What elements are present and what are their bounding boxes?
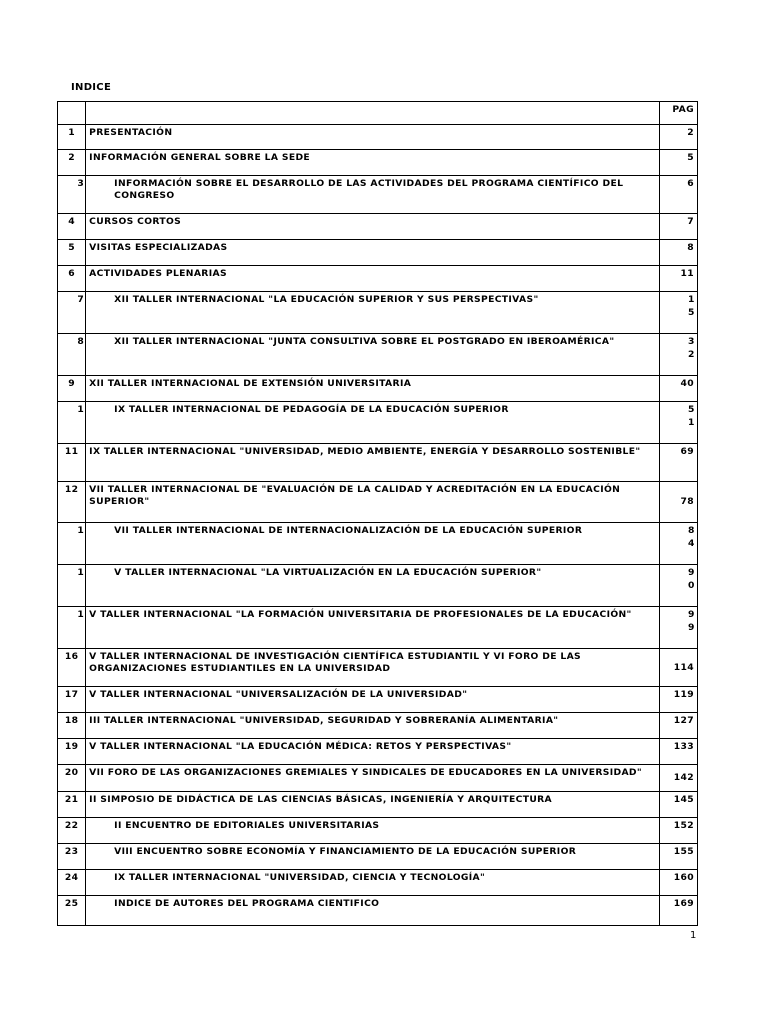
row-title: CURSOS CORTOS (86, 214, 660, 240)
table-row (58, 376, 698, 402)
row-page: 127 (659, 713, 697, 739)
row-title: ACTIVIDADES PLENARIAS (86, 266, 660, 292)
table-row (58, 607, 698, 649)
row-title: IX TALLER INTERNACIONAL "UNIVERSIDAD, MEDIO AMBIENTE, ENERGÍA Y DESARROLLO SOSTENIBLE" (86, 444, 660, 482)
table-row (58, 402, 698, 444)
row-title: XII TALLER INTERNACIONAL "JUNTA CONSULTIVA SOBRE EL POSTGRADO EN IBEROAMÉRICA" (86, 334, 660, 376)
row-page-value: 99 (688, 609, 695, 633)
table-row (58, 765, 698, 792)
row-title: INDICE DE AUTORES DEL PROGRAMA CIENTIFICO (86, 896, 660, 926)
row-number: 11 (58, 444, 86, 482)
row-title: INFORMACIÓN SOBRE EL DESARROLLO DE LAS ACTIVIDADES DEL PROGRAMA CIENTÍFICO DEL CONGRESO (86, 176, 660, 214)
table-row (58, 176, 698, 214)
row-page (659, 607, 697, 649)
row-title: VIII ENCUENTRO SOBRE ECONOMÍA Y FINANCIAMIENTO DE LA EDUCACIÓN SUPERIOR (86, 844, 660, 870)
row-page: 145 (659, 792, 697, 818)
row-number: 22 (58, 818, 86, 844)
row-page: 133 (659, 739, 697, 765)
row-page (659, 334, 697, 376)
row-page: 169 (659, 896, 697, 926)
row-title: II SIMPOSIO DE DIDÁCTICA DE LAS CIENCIAS BÁSICAS, INGENIERÍA Y ARQUITECTURA (86, 792, 660, 818)
row-page-value: 51 (688, 404, 695, 428)
table-header-row (58, 102, 698, 125)
row-number: 24 (58, 870, 86, 896)
row-page (659, 292, 697, 334)
row-page (659, 565, 697, 607)
table-row (58, 739, 698, 765)
row-page: 8 (659, 240, 697, 266)
table-row (58, 523, 698, 565)
row-page: 152 (659, 818, 697, 844)
row-page (659, 402, 697, 444)
row-number: 1 (58, 402, 86, 444)
row-title: V TALLER INTERNACIONAL "LA VIRTUALIZACIÓN EN LA EDUCACIÓN SUPERIOR" (86, 565, 660, 607)
header-num-cell (58, 102, 86, 125)
row-page-value: 32 (688, 336, 695, 360)
pag-header: PAG (659, 102, 697, 125)
row-title: VII TALLER INTERNACIONAL DE INTERNACIONALIZACIÓN DE LA EDUCACIÓN SUPERIOR (86, 523, 660, 565)
row-page-value: 15 (688, 294, 695, 318)
row-title: VISITAS ESPECIALIZADAS (86, 240, 660, 266)
row-page: 7 (659, 214, 697, 240)
row-page: 142 (659, 765, 697, 792)
row-title: IX TALLER INTERNACIONAL "UNIVERSIDAD, CIENCIA Y TECNOLOGÍA" (86, 870, 660, 896)
row-page (659, 523, 697, 565)
row-title: V TALLER INTERNACIONAL DE INVESTIGACIÓN CIENTÍFICA ESTUDIANTIL Y VI FORO DE LAS ORGANIZACIONES ESTUDIANTILES EN LA UNIVERSIDAD (86, 649, 660, 687)
index-table (57, 101, 698, 926)
row-number: 17 (58, 687, 86, 713)
table-row (58, 896, 698, 926)
row-title: V TALLER INTERNACIONAL "LA EDUCACIÓN MÉDICA: RETOS Y PERSPECTIVAS" (86, 739, 660, 765)
table-row (58, 818, 698, 844)
row-title: XII TALLER INTERNACIONAL "LA EDUCACIÓN SUPERIOR Y SUS PERSPECTIVAS" (86, 292, 660, 334)
header-title-cell (86, 102, 660, 125)
row-title: V TALLER INTERNACIONAL "LA FORMACIÓN UNIVERSITARIA DE PROFESIONALES DE LA EDUCACIÓN" (86, 607, 660, 649)
page-number: 1 (690, 930, 697, 941)
row-page: 5 (659, 150, 697, 176)
row-number: 1 (58, 565, 86, 607)
table-row (58, 870, 698, 896)
row-page-value: 90 (688, 567, 695, 591)
table-row (58, 150, 698, 176)
row-title: INFORMACIÓN GENERAL SOBRE LA SEDE (86, 150, 660, 176)
table-row (58, 240, 698, 266)
row-title: XII TALLER INTERNACIONAL DE EXTENSIÓN UNIVERSITARIA (86, 376, 660, 402)
row-page: 155 (659, 844, 697, 870)
row-page-value: 84 (688, 525, 695, 549)
row-title: VII FORO DE LAS ORGANIZACIONES GREMIALES Y SINDICALES DE EDUCADORES EN LA UNIVERSIDAD" (86, 765, 660, 792)
row-number: 8 (58, 334, 86, 376)
row-number: 4 (58, 214, 86, 240)
row-number: 1 (58, 523, 86, 565)
row-number: 20 (58, 765, 86, 792)
row-number: 2 (58, 150, 86, 176)
row-title: III TALLER INTERNACIONAL "UNIVERSIDAD, SEGURIDAD Y SOBRERANÍA ALIMENTARIA" (86, 713, 660, 739)
row-number: 1 (58, 607, 86, 649)
table-row (58, 214, 698, 240)
row-number: 18 (58, 713, 86, 739)
row-page: 40 (659, 376, 697, 402)
row-page: 69 (659, 444, 697, 482)
row-page: 160 (659, 870, 697, 896)
table-row (58, 125, 698, 150)
table-row (58, 482, 698, 523)
row-title: VII TALLER INTERNACIONAL DE "EVALUACIÓN DE LA CALIDAD Y ACREDITACIÓN EN LA EDUCACIÓN SUPERIOR" (86, 482, 660, 523)
row-page: 119 (659, 687, 697, 713)
table-row (58, 687, 698, 713)
table-row (58, 844, 698, 870)
document-title: INDICE (71, 82, 112, 93)
row-number: 5 (58, 240, 86, 266)
row-number: 3 (58, 176, 86, 214)
table-row (58, 444, 698, 482)
table-row (58, 266, 698, 292)
row-title: IX TALLER INTERNACIONAL DE PEDAGOGÍA DE LA EDUCACIÓN SUPERIOR (86, 402, 660, 444)
row-number: 25 (58, 896, 86, 926)
row-number: 23 (58, 844, 86, 870)
row-page: 6 (659, 176, 697, 214)
row-page: 2 (659, 125, 697, 150)
table-row (58, 334, 698, 376)
table-row (58, 565, 698, 607)
row-number: 12 (58, 482, 86, 523)
row-title: PRESENTACIÓN (86, 125, 660, 150)
row-number: 21 (58, 792, 86, 818)
row-title: V TALLER INTERNACIONAL "UNIVERSALIZACIÓN DE LA UNIVERSIDAD" (86, 687, 660, 713)
row-number: 7 (58, 292, 86, 334)
row-page: 11 (659, 266, 697, 292)
row-number: 6 (58, 266, 86, 292)
table-row (58, 792, 698, 818)
row-number: 16 (58, 649, 86, 687)
row-page: 78 (659, 482, 697, 523)
row-number: 9 (58, 376, 86, 402)
row-page: 114 (659, 649, 697, 687)
table-row (58, 713, 698, 739)
table-row (58, 649, 698, 687)
row-number: 19 (58, 739, 86, 765)
row-number: 1 (58, 125, 86, 150)
table-row (58, 292, 698, 334)
row-title: II ENCUENTRO DE EDITORIALES UNIVERSITARIAS (86, 818, 660, 844)
